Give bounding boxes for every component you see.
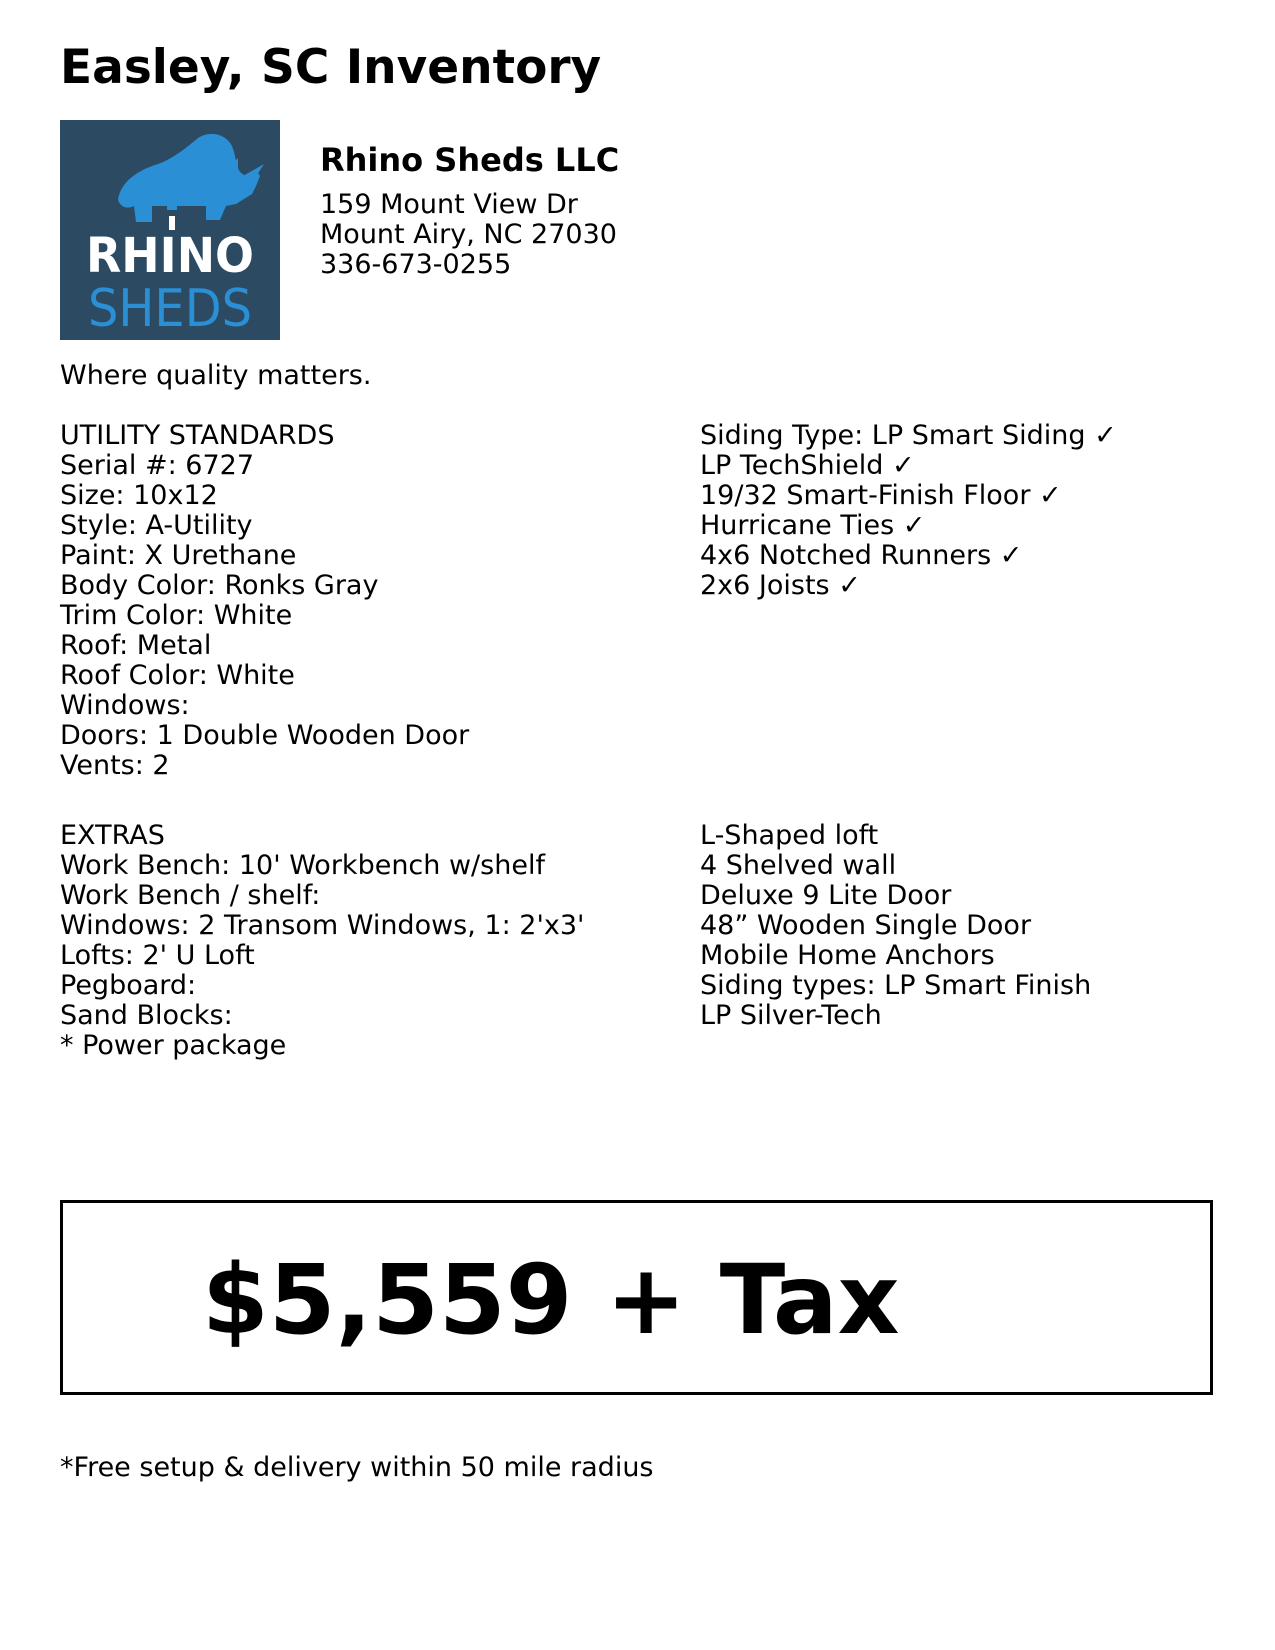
feature-line: 19/32 Smart-Finish Floor ✓: [700, 480, 1062, 511]
extra-line: Work Bench / shelf:: [60, 880, 321, 911]
extra-feature-line: LP Silver-Tech: [700, 1000, 882, 1031]
standard-features-list: [700, 421, 1117, 601]
company-phone: 336-673-0255: [320, 249, 512, 280]
extra-line: * Power package: [60, 1030, 287, 1061]
spec-line: Roof Color: White: [60, 660, 295, 691]
extras-list: [60, 821, 584, 1061]
logo-word-sheds: SHEDS: [88, 279, 252, 339]
utility-standards-list: [60, 421, 469, 781]
extra-line: Sand Blocks:: [60, 1000, 233, 1031]
extra-feature-line: 48” Wooden Single Door: [700, 910, 1032, 941]
spec-line: Vents: 2: [60, 750, 170, 781]
tagline: Where quality matters.: [60, 360, 372, 391]
extras-features-list: [700, 821, 1091, 1031]
extra-line: Lofts: 2' U Loft: [60, 940, 255, 971]
section-heading: EXTRAS: [60, 820, 165, 851]
extra-feature-line: Mobile Home Anchors: [700, 940, 995, 971]
spec-line: Paint: X Urethane: [60, 540, 297, 571]
company-address-line2: Mount Airy, NC 27030: [320, 219, 617, 250]
company-name: Rhino Sheds LLC: [320, 141, 620, 179]
extra-feature-line: Siding types: LP Smart Finish: [700, 970, 1092, 1001]
feature-line: 2x6 Joists ✓: [700, 570, 861, 601]
spec-line: Doors: 1 Double Wooden Door: [60, 720, 470, 751]
extra-feature-line: 4 Shelved wall: [700, 850, 897, 881]
delivery-footnote: *Free setup & delivery within 50 mile radius: [60, 1452, 654, 1483]
logo-word-rhino: RHINO: [86, 228, 254, 284]
spec-line: Windows:: [60, 690, 190, 721]
extra-line: Pegboard:: [60, 970, 197, 1001]
extra-feature-line: L-Shaped loft: [700, 820, 879, 851]
spec-line: Style: A-Utility: [60, 510, 253, 541]
company-info: [320, 138, 619, 280]
spec-line: Roof: Metal: [60, 630, 212, 661]
price-box: [60, 1200, 1213, 1395]
extra-line: Windows: 2 Transom Windows, 1: 2'x3': [60, 910, 585, 941]
feature-line: Siding Type: LP Smart Siding ✓: [700, 420, 1117, 451]
spec-line: Serial #: 6727: [60, 450, 254, 481]
spec-line: Trim Color: White: [60, 600, 293, 631]
price: $5,559 + Tax: [202, 1244, 900, 1356]
extra-line: Work Bench: 10' Workbench w/shelf: [60, 850, 545, 881]
page-title: Easley, SC Inventory: [60, 40, 602, 95]
feature-line: LP TechShield ✓: [700, 450, 915, 481]
rhino-sheds-logo: [60, 120, 280, 340]
section-heading: UTILITY STANDARDS: [60, 420, 335, 451]
feature-line: Hurricane Ties ✓: [700, 510, 926, 541]
extra-feature-line: Deluxe 9 Lite Door: [700, 880, 952, 911]
spec-line: Body Color: Ronks Gray: [60, 570, 379, 601]
company-address-line1: 159 Mount View Dr: [320, 189, 578, 220]
spec-line: Size: 10x12: [60, 480, 218, 511]
feature-line: 4x6 Notched Runners ✓: [700, 540, 1023, 571]
